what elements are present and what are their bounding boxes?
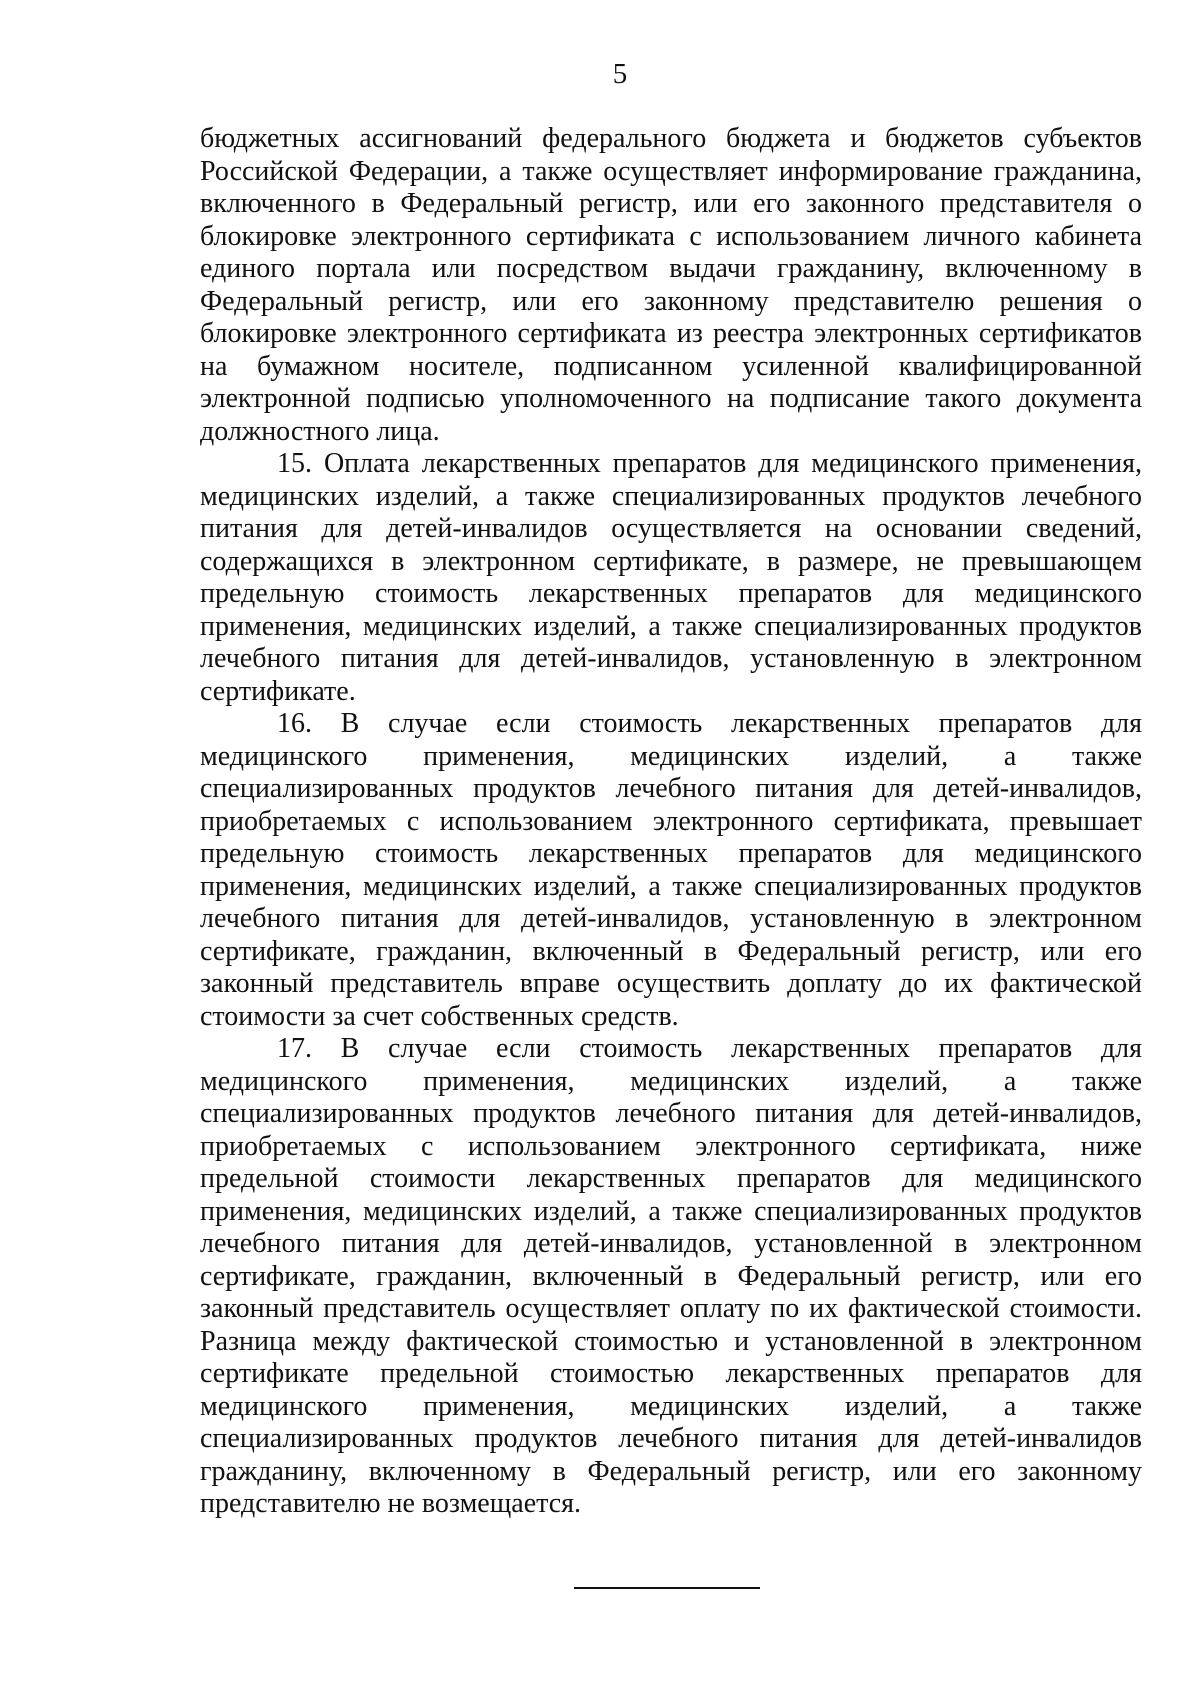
end-of-text-rule: [574, 1587, 760, 1589]
document-body: [200, 123, 1142, 1521]
page-number: 5: [612, 58, 628, 90]
paragraph-17: 17. В случае если стоимость лекарственных препаратов для медицинского применения, медицинских изделий, а также специализированных продуктов лечебного питания для детей-инвалидов, приобретаемых с использованием электронного сертификата, ниже предельной стоимости лекарственных препаратов для медицинского применения, медицинских изделий, а также специализированных продуктов лечебного питания для детей-инвалидов, установленной в электронном сертификате, гражданин, включенный в Федеральный регистр, или его законный представитель осуществляет оплату по их фактической стоимости. Разница между фактической стоимостью и установленной в электронном сертификате предельной стоимостью лекарственных препаратов для медицинского применения, медицинских изделий, а также специализированных продуктов лечебного питания для детей-инвалидов гражданину, включенному в Федеральный регистр, или его законному представителю не возмещается.: [200, 1033, 1142, 1519]
paragraph-16: 16. В случае если стоимость лекарственных препаратов для медицинского применения, медицинских изделий, а также специализированных продуктов лечебного питания для детей-инвалидов, приобретаемых с использованием электронного сертификата, превышает предельную стоимость лекарственных препаратов для медицинского применения, медицинских изделий, а также специализированных продуктов лечебного питания для детей-инвалидов, установленную в электронном сертификате, гражданин, включенный в Федеральный регистр, или его законный представитель вправе осуществить доплату до их фактической стоимости за счет собственных средств.: [200, 708, 1142, 1032]
paragraph-continuation: бюджетных ассигнований федерального бюджета и бюджетов субъектов Российской Федерации, а также осуществляет информирование гражданина, включенного в Федеральный регистр, или его законного представителя о блокировке электронного сертификата с использованием личного кабинета единого портала или посредством выдачи гражданину, включенному в Федеральный регистр, или его законному представителю решения о блокировке электронного сертификата из реестра электронных сертификатов на бумажном носителе, подписанном усиленной квалифицированной электронной подписью уполномоченного на подписание такого документа должностного лица.: [200, 123, 1142, 447]
paragraph-15: 15. Оплата лекарственных препаратов для медицинского применения, медицинских изделий, а также специализированных продуктов лечебного питания для детей-инвалидов осуществляется на основании сведений, содержащихся в электронном сертификате, в размере, не превышающем предельную стоимость лекарственных препаратов для медицинского применения, медицинских изделий, а также специализированных продуктов лечебного питания для детей-инвалидов, установленную в электронном сертификате.: [200, 448, 1142, 707]
